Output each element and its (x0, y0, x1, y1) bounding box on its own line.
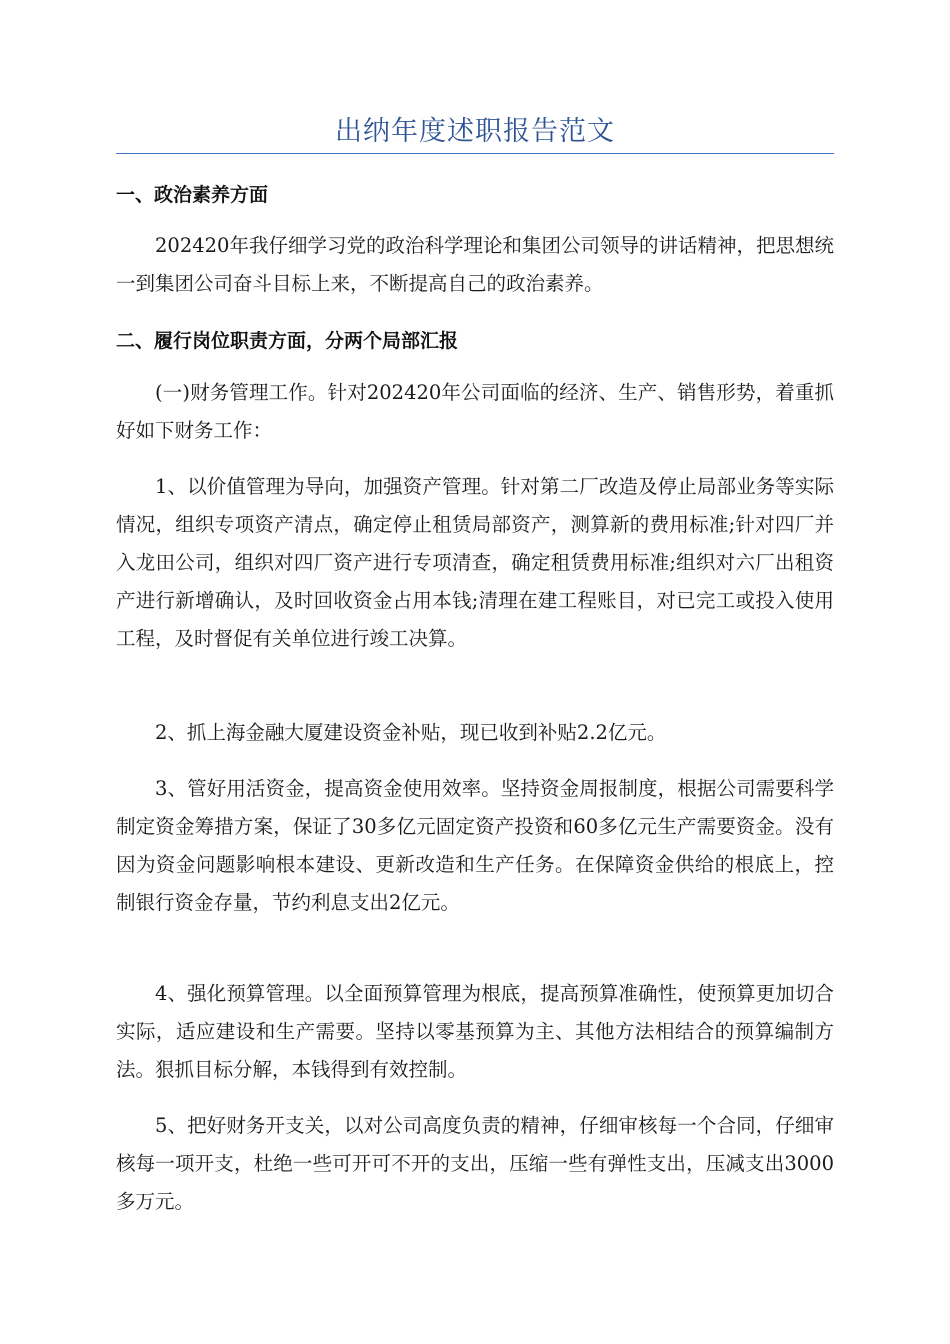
title-underline (116, 153, 834, 154)
section-heading-duties: 二、履行岗位职责方面，分两个局部汇报 (116, 330, 459, 352)
section-heading-political: 一、政治素养方面 (116, 184, 269, 206)
paragraph-item-2: 2、抓上海金融大厦建设资金补贴，现已收到补贴2.2亿元。 (155, 721, 667, 744)
paragraph-political: 202420年我仔细学习党的政治科学理论和集团公司领导的讲话精神，把思想统一到集团公司奋斗目标上来，不断提高自己的政治素养。 (116, 234, 834, 295)
paragraph-item-1: 1、以价值管理为导向，加强资产管理。针对第二厂改造及停止局部业务等实际情况，组织专项资产清点，确定停止租赁局部资产，测算新的费用标准;针对四厂并入龙田公司，组织对四厂资产进行专项清查，确定租赁费用标准;组织对六厂出租资产进行新增确认，及时回收资金占用本钱;清理在建工程账目，对已完工或投入使用工程，及时督促有关单位进行竣工决算。 (116, 475, 834, 650)
paragraph-finance-intro: (一)财务管理工作。针对202420年公司面临的经济、生产、销售形势，着重抓好如下财务工作： (116, 381, 834, 442)
document-title: 出纳年度述职报告范文 (335, 116, 615, 147)
paragraph-item-5: 5、把好财务开支关，以对公司高度负责的精神，仔细审核每一个合同，仔细审核每一项开支，杜绝一些可开可不开的支出，压缩一些有弹性支出，压减支出3000多万元。 (116, 1114, 834, 1213)
paragraph-item-3: 3、管好用活资金，提高资金使用效率。坚持资金周报制度，根据公司需要科学制定资金筹措方案，保证了30多亿元固定资产投资和60多亿元生产需要资金。没有因为资金问题影响根本建设、更新改造和生产任务。在保障资金供给的根底上，控制银行资金存量，节约利息支出2亿元。 (116, 777, 834, 914)
paragraph-item-4: 4、强化预算管理。以全面预算管理为根底，提高预算准确性，使预算更加切合实际，适应建设和生产需要。坚持以零基预算为主、其他方法相结合的预算编制方法。狠抓目标分解，本钱得到有效控制。 (116, 982, 834, 1081)
